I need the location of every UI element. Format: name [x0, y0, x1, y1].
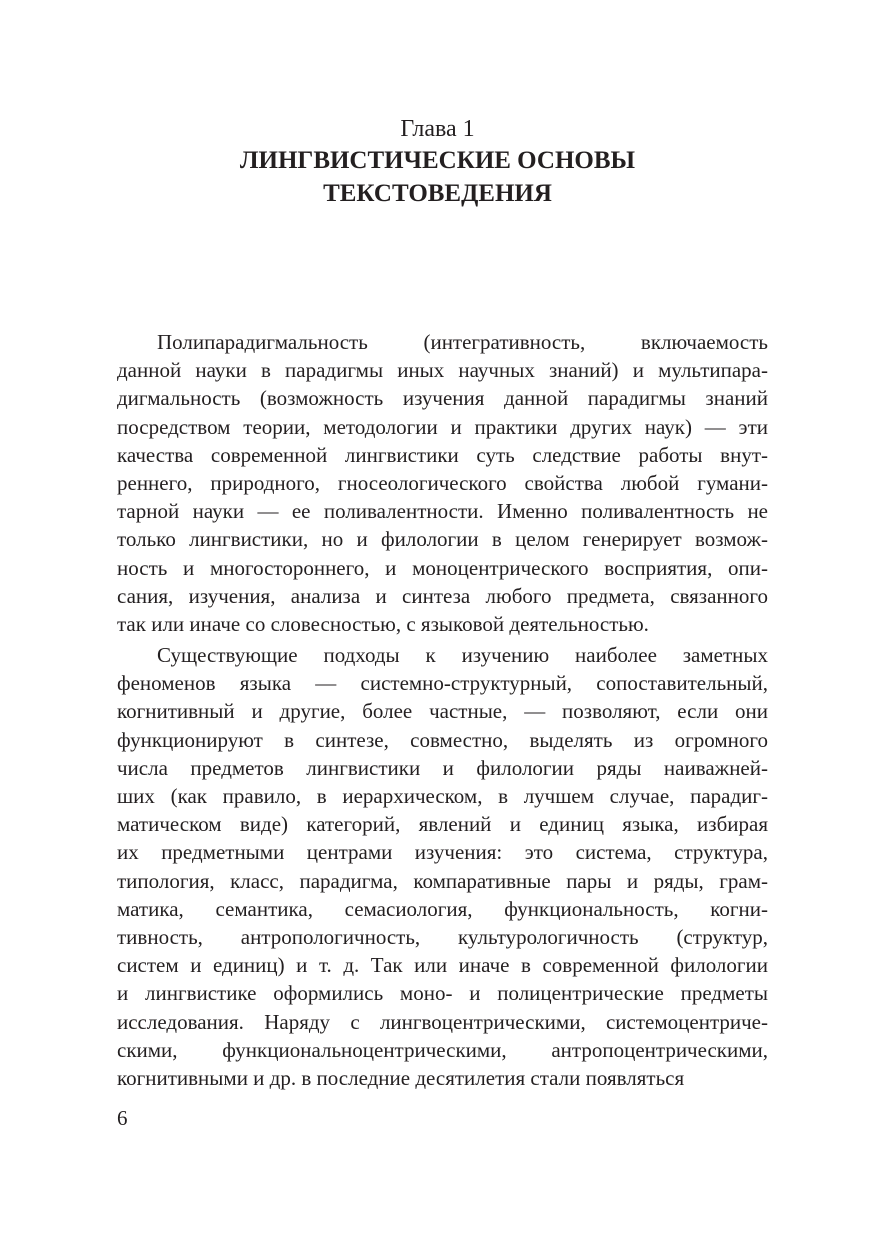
chapter-title-line-2: ТЕКСТОВЕДЕНИЯ [323, 180, 552, 207]
text-line: когнитивный и другие, более частные, — позволяют, если они [117, 699, 768, 724]
text-line: ших (как правило, в иерархическом, в лучшем случае, парадиг- [117, 784, 768, 808]
text-line: феноменов языка — системно-структурный, сопоставительный, [117, 671, 768, 696]
text-line: функционируют в синтезе, совместно, выделять из огромного [117, 727, 768, 752]
text-line: исследования. Наряду с лингвоцентрическими, системоцентриче- [117, 1009, 768, 1034]
text-line: Существующие подходы к изучению наиболее заметных [157, 643, 768, 668]
paragraph [117, 328, 768, 638]
text-line: скими, функциональноцентрическими, антропоцентрическими, [117, 1037, 768, 1062]
text-line: только лингвистики, но и филологии в целом генерирует возмож- [117, 527, 768, 552]
text-line: когнитивными и др. в последние десятилетия стали появляться [117, 1065, 685, 1090]
text-line: сания, изучения, анализа и синтеза любого предмета, связанного [117, 583, 768, 608]
text-line: реннего, природного, гносеологического свойства любой гумани- [117, 470, 768, 495]
text-line: качества современной лингвистики суть следствие работы внут- [117, 442, 768, 467]
text-line: так или иначе со словесностью, с языковой деятельностью. [117, 611, 649, 636]
chapter-title-line-1: ЛИНГВИСТИЧЕСКИЕ ОСНОВЫ [239, 147, 636, 174]
page-number: 6 [117, 1106, 128, 1130]
text-line: и лингвистике оформились моно- и полицентрические предметы [117, 981, 768, 1006]
chapter-label: Глава 1 [400, 116, 475, 142]
text-line: числа предметов лингвистики и филологии ряды наиважней- [117, 755, 768, 780]
text-line: тивность, антропологичность, культурологичность (структур, [117, 924, 768, 949]
text-line: посредством теории, методологии и практики других наук) — эти [117, 414, 768, 439]
text-line: типология, класс, парадигма, компаративные пары и ряды, грам- [117, 868, 768, 893]
text-line: данной науки в парадигмы иных научных знаний) и мультипара- [117, 358, 768, 383]
text-line: тарной науки — ее поливалентности. Именно поливалентность не [117, 499, 768, 524]
text-line: Полипарадигмальность (интегративность, включаемость [157, 330, 768, 354]
text-line: матика, семантика, семасиология, функциональность, когни- [117, 896, 768, 921]
body-text [117, 328, 768, 1092]
text-line: матическом виде) категорий, явлений и единиц языка, избирая [117, 812, 768, 837]
text-line: систем и единиц) и т. д. Так или иначе в современной филологии [117, 953, 768, 978]
paragraph [117, 641, 768, 1092]
text-line: дигмальность (возможность изучения данной парадигмы знаний [117, 386, 768, 411]
chapter-heading [0, 114, 875, 210]
text-line: их предметными центрами изучения: это система, структура, [117, 840, 768, 865]
text-line: ность и многостороннего, и моноцентрического восприятия, опи- [117, 555, 768, 580]
